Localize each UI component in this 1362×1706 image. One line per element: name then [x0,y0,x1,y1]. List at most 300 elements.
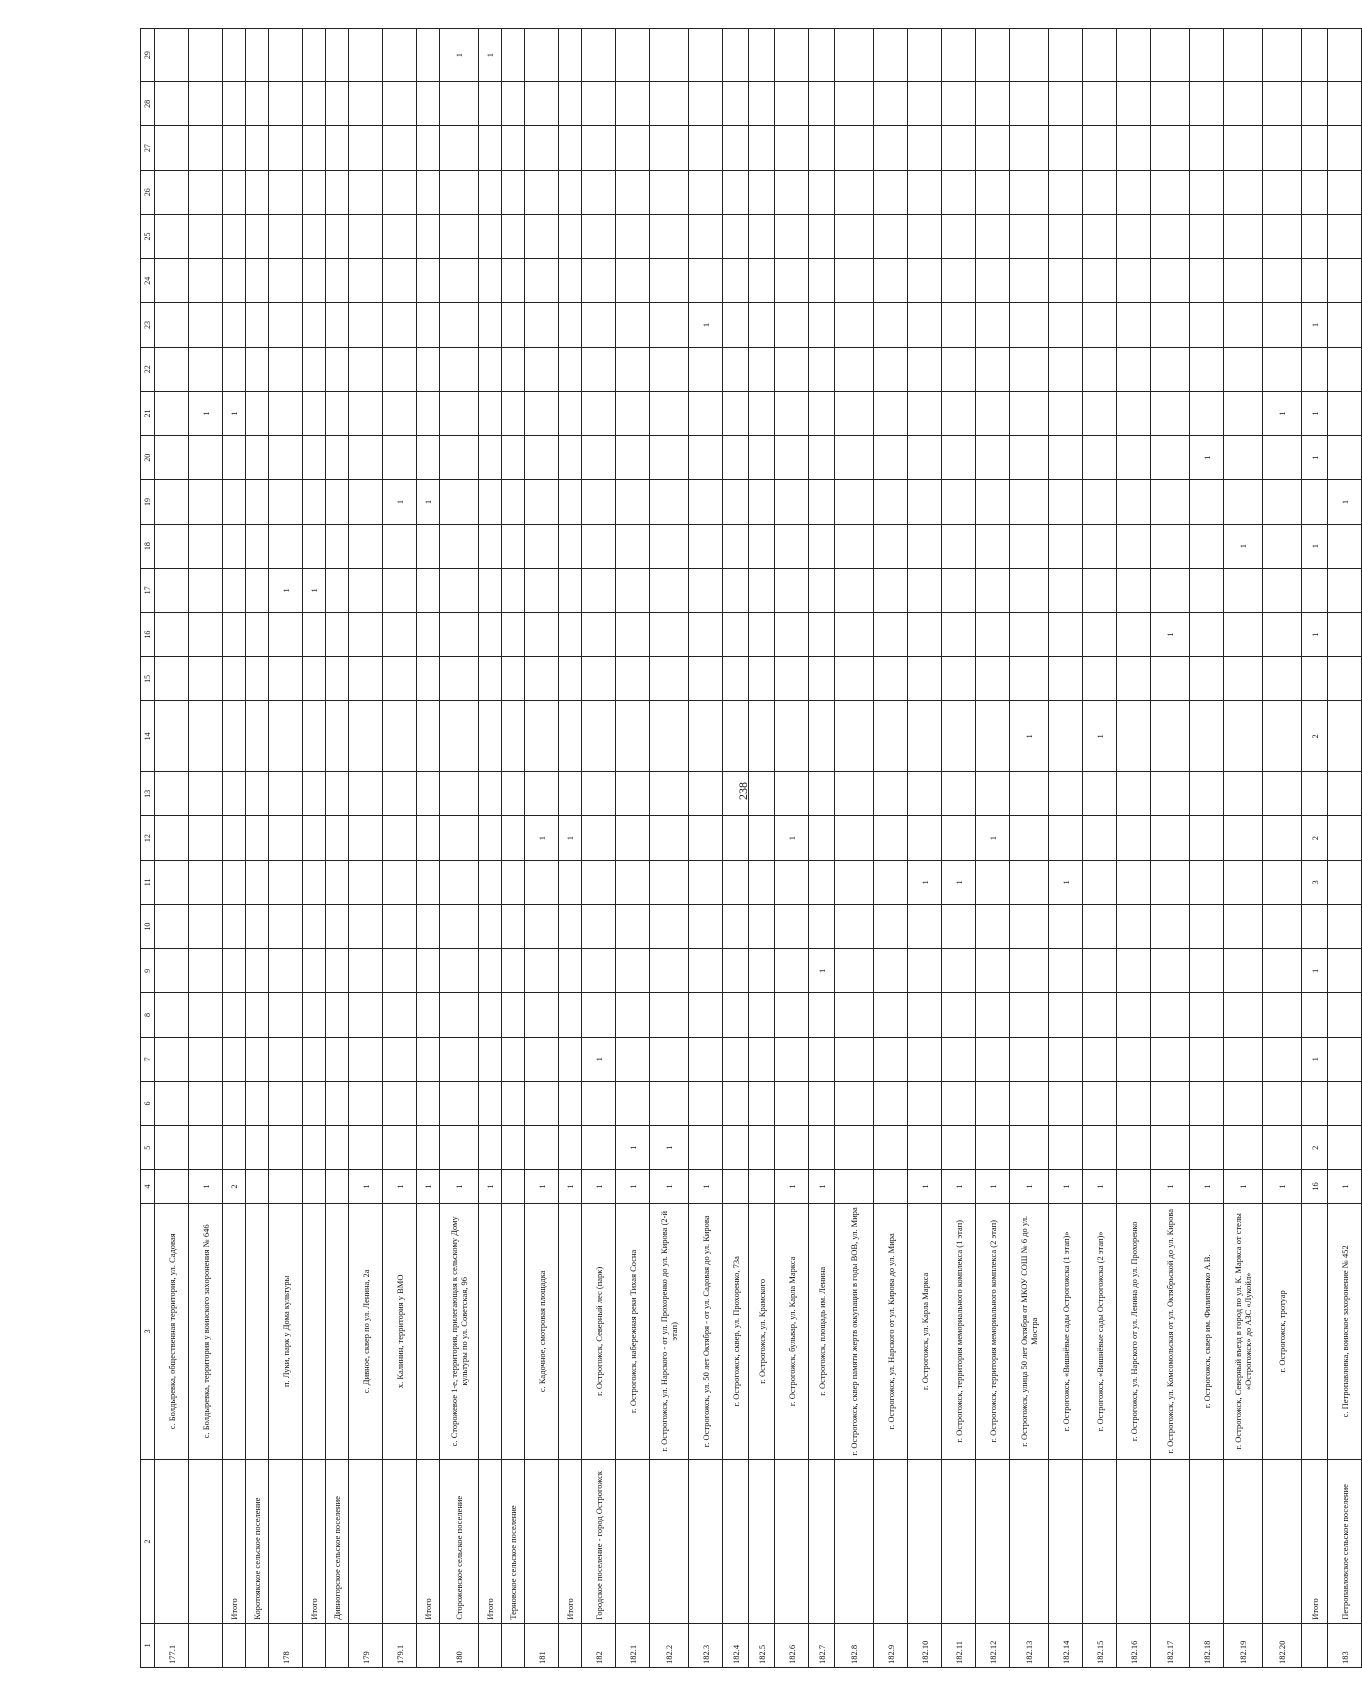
count-cell-col-20 [1083,436,1117,480]
count-cell-col-17 [417,568,440,612]
count-cell-col-23 [942,303,976,347]
count-cell-col-5 [479,1126,502,1170]
count-cell-col-7 [1083,1037,1117,1081]
count-cell-col-10 [582,904,616,948]
count-cell-col-27 [189,126,223,170]
count-cell-col-29 [525,29,559,82]
count-cell-col-26 [1190,170,1224,214]
count-cell-col-18 [976,524,1010,568]
count-cell-col-27 [349,126,383,170]
column-number-cell: 13 [141,772,155,816]
count-cell-col-13 [942,772,976,816]
count-cell-col-11 [1010,860,1049,904]
location-cell: г. Острогожск, улица 50 лет Октября от МКОУ СОШ № 6 до ул. Мостра [1010,1203,1049,1460]
count-cell-col-28 [835,82,874,126]
count-cell-col-20 [303,436,326,480]
count-cell-col-15 [1190,657,1224,701]
count-cell-col-8 [189,993,223,1037]
count-cell-col-19 [723,480,749,524]
count-cell-col-27 [650,126,689,170]
count-cell-col-25 [1224,214,1263,258]
count-cell-col-12 [1190,816,1224,860]
register-table [140,28,1362,1668]
count-cell-col-26 [1083,170,1117,214]
count-cell-col-19 [976,480,1010,524]
count-cell-col-27 [269,126,303,170]
table-row [525,29,559,1668]
column-number-cell: 29 [141,29,155,82]
count-cell-col-26 [440,170,479,214]
count-cell-col-20 [1010,436,1049,480]
count-cell-col-6 [1263,1081,1302,1125]
settlement-cell: Итого [1302,1460,1328,1624]
count-cell-col-8 [689,993,723,1037]
count-cell-col-15 [723,657,749,701]
count-cell-col-13 [749,772,775,816]
count-cell-col-4: 1 [809,1170,835,1203]
count-cell-col-18 [1010,524,1049,568]
count-cell-col-9 [479,949,502,993]
count-cell-col-29 [942,29,976,82]
count-cell-col-12 [723,816,749,860]
count-cell-col-5 [1151,1126,1190,1170]
table-row [908,29,942,1668]
count-cell-col-26 [525,170,559,214]
count-cell-col-27 [942,126,976,170]
count-cell-col-27 [479,126,502,170]
count-cell-col-18 [1083,524,1117,568]
count-cell-col-17 [1224,568,1263,612]
count-cell-col-8 [417,993,440,1037]
count-cell-col-19 [809,480,835,524]
count-cell-col-14 [417,701,440,772]
count-cell-col-11 [976,860,1010,904]
count-cell-col-15 [189,657,223,701]
count-cell-col-12 [326,816,349,860]
count-cell-col-21 [246,391,269,435]
count-cell-col-7 [525,1037,559,1081]
count-cell-col-27 [1010,126,1049,170]
count-cell-col-21 [874,391,908,435]
count-cell-col-25 [502,214,525,258]
count-cell-col-9 [349,949,383,993]
count-cell-col-20 [775,436,809,480]
count-cell-col-9 [908,949,942,993]
table-row [809,29,835,1668]
count-cell-col-11 [246,860,269,904]
location-cell: с. Петропавловка, воинское захоронение № 452 [1328,1203,1362,1460]
count-cell-col-25 [417,214,440,258]
count-cell-col-20 [942,436,976,480]
count-cell-col-9 [559,949,582,993]
settlement-cell [976,1460,1010,1624]
count-cell-col-6 [723,1081,749,1125]
count-cell-col-7 [942,1037,976,1081]
count-cell-col-6 [874,1081,908,1125]
count-cell-col-29 [874,29,908,82]
count-cell-col-13 [349,772,383,816]
count-cell-col-13 [1083,772,1117,816]
count-cell-col-13 [155,772,189,816]
count-cell-col-5 [874,1126,908,1170]
count-cell-col-9 [525,949,559,993]
count-cell-col-29 [1083,29,1117,82]
count-cell-col-15 [1083,657,1117,701]
count-cell-col-23: 1 [1302,303,1328,347]
count-cell-col-9 [582,949,616,993]
count-cell-col-28 [502,82,525,126]
location-cell: г. Острогожск, Северный лес (парк) [582,1203,616,1460]
count-cell-col-11 [502,860,525,904]
count-cell-col-21 [1224,391,1263,435]
count-cell-col-6 [223,1081,246,1125]
column-number-cell: 11 [141,860,155,904]
count-cell-col-28 [1083,82,1117,126]
count-cell-col-8 [650,993,689,1037]
count-cell-col-11 [189,860,223,904]
row-id-cell: 182.16 [1117,1623,1151,1667]
count-cell-col-29 [1010,29,1049,82]
location-cell: с. Сторожевое 1-е, территория, прилегающая к сельскому Дому культуры по ул. Советская, 96 [440,1203,479,1460]
count-cell-col-5 [559,1126,582,1170]
count-cell-col-26 [349,170,383,214]
count-cell-col-20: 1 [1190,436,1224,480]
count-cell-col-9 [1151,949,1190,993]
count-cell-col-26 [223,170,246,214]
column-number-cell: 22 [141,347,155,391]
table-row [723,29,749,1668]
count-cell-col-7 [303,1037,326,1081]
count-cell-col-14 [1049,701,1083,772]
table-row [1083,29,1117,1668]
count-cell-col-26 [1263,170,1302,214]
count-cell-col-29 [1151,29,1190,82]
count-cell-col-17 [775,568,809,612]
row-id-cell [479,1623,502,1667]
count-cell-col-25 [303,214,326,258]
count-cell-col-24 [749,259,775,303]
count-cell-col-5 [326,1126,349,1170]
count-cell-col-12 [417,816,440,860]
count-cell-col-5 [775,1126,809,1170]
count-cell-col-28 [383,82,417,126]
count-cell-col-21 [650,391,689,435]
count-cell-col-10 [835,904,874,948]
settlement-cell [189,1460,223,1624]
count-cell-col-28 [1263,82,1302,126]
count-cell-col-27 [616,126,650,170]
column-number-cell: 14 [141,701,155,772]
count-cell-col-11 [835,860,874,904]
count-cell-col-14 [616,701,650,772]
count-cell-col-12 [479,816,502,860]
table-row [479,29,502,1668]
count-cell-col-9 [326,949,349,993]
count-cell-col-4: 1 [650,1170,689,1203]
count-cell-col-20 [1263,436,1302,480]
count-cell-col-23 [559,303,582,347]
count-cell-col-7 [269,1037,303,1081]
count-cell-col-19 [775,480,809,524]
count-cell-col-29 [650,29,689,82]
count-cell-col-11: 3 [1302,860,1328,904]
count-cell-col-10 [349,904,383,948]
count-cell-col-11 [349,860,383,904]
count-cell-col-11 [1263,860,1302,904]
count-cell-col-13 [835,772,874,816]
count-cell-col-23 [223,303,246,347]
count-cell-col-11 [559,860,582,904]
column-number-cell: 25 [141,214,155,258]
count-cell-col-13 [502,772,525,816]
settlement-cell [835,1460,874,1624]
count-cell-col-10 [1151,904,1190,948]
count-cell-col-23 [775,303,809,347]
count-cell-col-19 [1190,480,1224,524]
count-cell-col-18 [189,524,223,568]
count-cell-col-19 [1263,480,1302,524]
row-id-cell: 182.5 [749,1623,775,1667]
count-cell-col-18 [479,524,502,568]
table-row [835,29,874,1668]
count-cell-col-16 [749,613,775,657]
count-cell-col-23 [908,303,942,347]
count-cell-col-27 [1151,126,1190,170]
count-cell-col-20 [1151,436,1190,480]
count-cell-col-9 [1083,949,1117,993]
count-cell-col-4 [502,1170,525,1203]
count-cell-col-14: 2 [1302,701,1328,772]
count-cell-col-5 [1117,1126,1151,1170]
count-cell-col-13 [383,772,417,816]
count-cell-col-11 [582,860,616,904]
count-cell-col-29 [383,29,417,82]
count-cell-col-20 [246,436,269,480]
count-cell-col-13 [650,772,689,816]
count-cell-col-13 [479,772,502,816]
count-cell-col-24 [383,259,417,303]
count-cell-col-29 [1224,29,1263,82]
count-cell-col-5 [349,1126,383,1170]
count-cell-col-14: 1 [1083,701,1117,772]
count-cell-col-22 [908,347,942,391]
count-cell-col-9 [689,949,723,993]
count-cell-col-8 [440,993,479,1037]
count-cell-col-27 [1302,126,1328,170]
row-id-cell: 182.20 [1263,1623,1302,1667]
count-cell-col-15 [502,657,525,701]
settlement-cell [650,1460,689,1624]
count-cell-col-6 [1151,1081,1190,1125]
count-cell-col-27 [1049,126,1083,170]
row-id-cell: 182.1 [616,1623,650,1667]
count-cell-col-10 [1049,904,1083,948]
count-cell-col-14 [189,701,223,772]
count-cell-col-9 [1190,949,1224,993]
table-row [1117,29,1151,1668]
count-cell-col-22 [874,347,908,391]
count-cell-col-8 [246,993,269,1037]
count-cell-col-11 [1328,860,1362,904]
table-row [269,29,303,1668]
register-table-wrapper [140,28,1362,1668]
count-cell-col-18 [349,524,383,568]
count-cell-col-12 [349,816,383,860]
count-cell-col-18 [502,524,525,568]
settlement-cell [1049,1460,1083,1624]
settlement-cell: Итого [303,1460,326,1624]
count-cell-col-14 [1117,701,1151,772]
count-cell-col-24 [1083,259,1117,303]
count-cell-col-6 [1302,1081,1328,1125]
count-cell-col-13 [1302,772,1328,816]
count-cell-col-22 [479,347,502,391]
column-number-cell: 2 [141,1460,155,1624]
count-cell-col-5 [689,1126,723,1170]
count-cell-col-9 [749,949,775,993]
count-cell-col-13 [303,772,326,816]
count-cell-col-28 [942,82,976,126]
count-cell-col-16 [326,613,349,657]
count-cell-col-12 [303,816,326,860]
count-cell-col-16 [155,613,189,657]
count-cell-col-23 [835,303,874,347]
count-cell-col-17 [835,568,874,612]
count-cell-col-8 [502,993,525,1037]
count-cell-col-26 [809,170,835,214]
location-cell: г. Острогожск, сквер им. Филипченко А.В. [1190,1203,1224,1460]
row-id-cell: 179 [349,1623,383,1667]
count-cell-col-14 [349,701,383,772]
count-cell-col-16 [189,613,223,657]
count-cell-col-15 [1049,657,1083,701]
count-cell-col-6 [582,1081,616,1125]
count-cell-col-23 [650,303,689,347]
table-row [349,29,383,1668]
count-cell-col-7 [1328,1037,1362,1081]
count-cell-col-6 [349,1081,383,1125]
count-cell-col-9 [383,949,417,993]
count-cell-col-4 [723,1170,749,1203]
count-cell-col-14 [440,701,479,772]
count-cell-col-8 [223,993,246,1037]
count-cell-col-17 [1190,568,1224,612]
count-cell-col-7 [809,1037,835,1081]
row-id-cell: 182.8 [835,1623,874,1667]
count-cell-col-4: 1 [1049,1170,1083,1203]
count-cell-col-4 [269,1170,303,1203]
count-cell-col-22 [223,347,246,391]
count-cell-col-18 [749,524,775,568]
count-cell-col-20 [326,436,349,480]
count-cell-col-11 [303,860,326,904]
count-cell-col-15 [1302,657,1328,701]
count-cell-col-24 [723,259,749,303]
count-cell-col-19: 1 [417,480,440,524]
count-cell-col-5 [246,1126,269,1170]
settlement-cell [809,1460,835,1624]
row-id-cell: 181 [525,1623,559,1667]
table-row [383,29,417,1668]
count-cell-col-23 [874,303,908,347]
count-cell-col-23 [1328,303,1362,347]
location-cell: г. Острогожск, площадь им. Ленина [809,1203,835,1460]
count-cell-col-20 [269,436,303,480]
count-cell-col-5 [1263,1126,1302,1170]
count-cell-col-19 [835,480,874,524]
table-row [223,29,246,1668]
count-cell-col-6 [689,1081,723,1125]
count-cell-col-20 [749,436,775,480]
count-cell-col-6 [616,1081,650,1125]
settlement-cell [1151,1460,1190,1624]
count-cell-col-27 [502,126,525,170]
count-cell-col-4: 1 [775,1170,809,1203]
count-cell-col-5 [1010,1126,1049,1170]
settlement-cell: Терновское сельское поселение [502,1460,525,1624]
settlement-cell [749,1460,775,1624]
count-cell-col-27 [1224,126,1263,170]
count-cell-col-27 [155,126,189,170]
count-cell-col-26 [650,170,689,214]
count-cell-col-27 [1190,126,1224,170]
row-id-cell: 182.14 [1049,1623,1083,1667]
count-cell-col-7 [479,1037,502,1081]
count-cell-col-13 [1151,772,1190,816]
count-cell-col-25 [1263,214,1302,258]
settlement-cell [908,1460,942,1624]
count-cell-col-15 [246,657,269,701]
count-cell-col-16 [582,613,616,657]
count-cell-col-5: 1 [650,1126,689,1170]
count-cell-col-5 [749,1126,775,1170]
count-cell-col-10 [689,904,723,948]
count-cell-col-17 [1263,568,1302,612]
row-id-cell [559,1623,582,1667]
count-cell-col-13 [874,772,908,816]
count-cell-col-6 [155,1081,189,1125]
count-cell-col-7 [1049,1037,1083,1081]
count-cell-col-8 [908,993,942,1037]
count-cell-col-19 [525,480,559,524]
count-cell-col-10 [749,904,775,948]
count-cell-col-20 [908,436,942,480]
count-cell-col-14 [223,701,246,772]
count-cell-col-25 [349,214,383,258]
table-row [775,29,809,1668]
location-cell: г. Острогожск, набережная реки Тихая Сосна [616,1203,650,1460]
settlement-cell [1083,1460,1117,1624]
count-cell-col-14 [559,701,582,772]
count-cell-col-29 [189,29,223,82]
count-cell-col-27 [874,126,908,170]
count-cell-col-25 [835,214,874,258]
count-cell-col-21 [502,391,525,435]
count-cell-col-14 [1224,701,1263,772]
count-cell-col-22 [440,347,479,391]
column-number-cell: 16 [141,613,155,657]
count-cell-col-25 [616,214,650,258]
count-cell-col-27 [723,126,749,170]
count-cell-col-4: 1 [417,1170,440,1203]
count-cell-col-7 [246,1037,269,1081]
column-number-cell: 6 [141,1081,155,1125]
count-cell-col-22 [349,347,383,391]
count-cell-col-20 [189,436,223,480]
settlement-cell [1224,1460,1263,1624]
table-row [1190,29,1224,1668]
count-cell-col-20 [559,436,582,480]
